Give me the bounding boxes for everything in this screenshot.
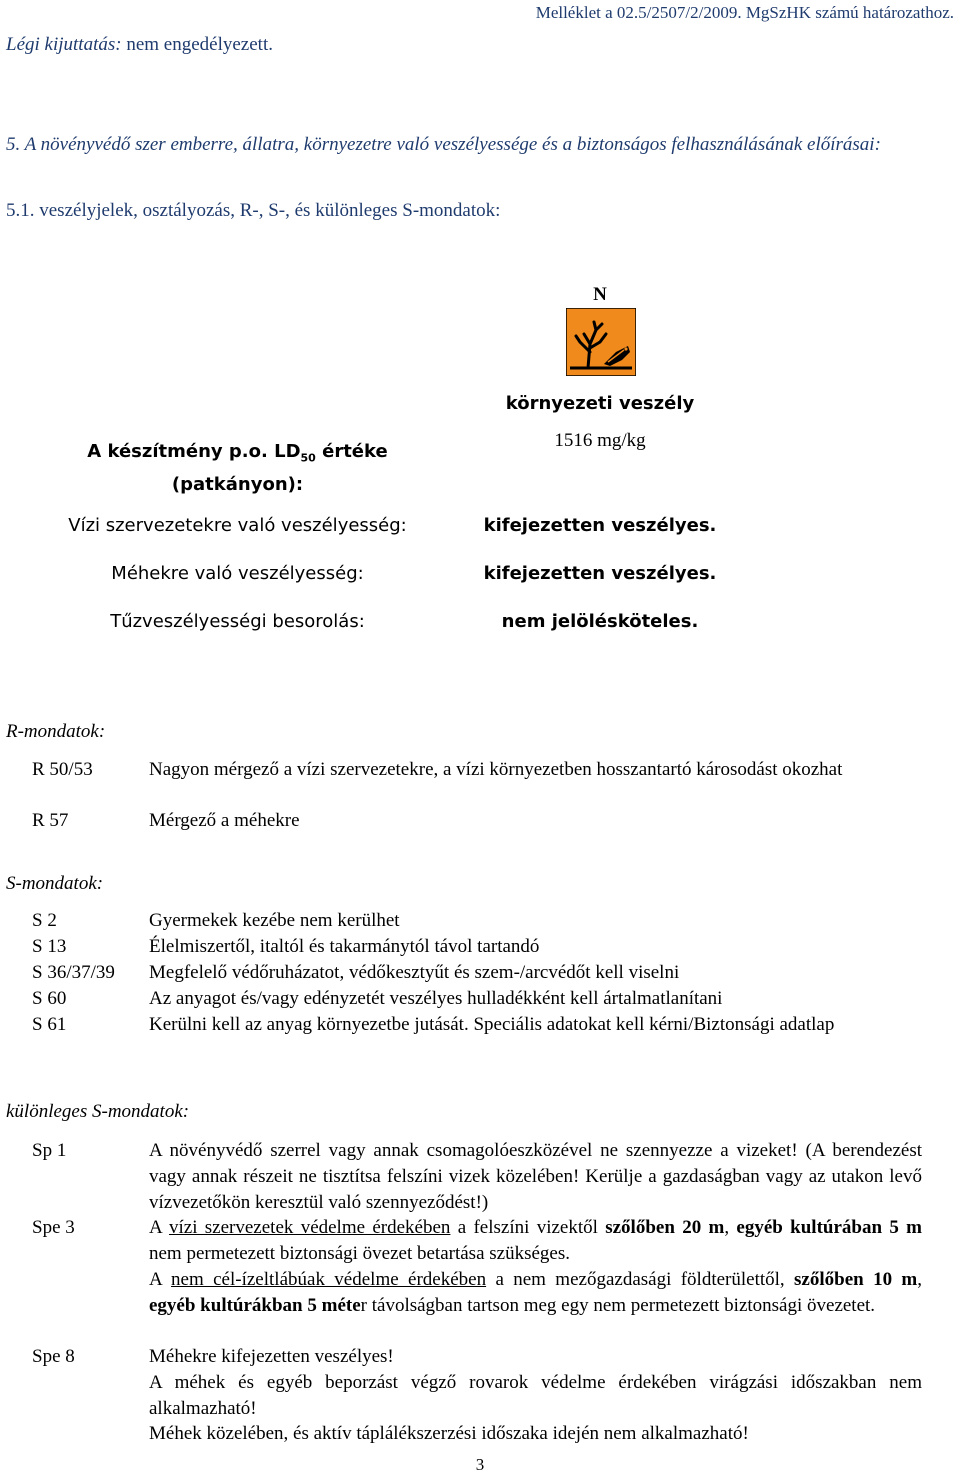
text-run: ,	[917, 1269, 923, 1290]
text-run: A	[149, 1269, 172, 1290]
spe3-paragraph-1	[149, 1215, 922, 1267]
ld50-value: 1516 mg/kg	[554, 430, 646, 451]
bold-run: egyéb kultúrákban 5 méte	[149, 1295, 361, 1316]
special-phrase-text: A növényvédő szerrel vagy annak csomagolóeszközével ne szennyezze a vizeket! (A berendezést vagy annak részeit ne tisztítsa felszíni vizek közelében! Kerülje a gazdaságban vagy az utakon levő vízvezetőkön keresztül való szennyeződést!)	[149, 1140, 922, 1213]
s-phrase-text: Élelmiszertől, italtól és takarmánytól távol tartandó	[149, 936, 540, 957]
text-run: nem permetezett biztonsági övezet betartása szükséges.	[149, 1243, 570, 1264]
s-phrase-code: S 36/37/39	[32, 962, 115, 983]
s-phrase-code: S 60	[32, 988, 67, 1009]
text-run: r távolságban tartson meg egy nem permetezett biztonsági övezetet.	[360, 1295, 876, 1316]
special-phrase-code: Spe 8	[32, 1346, 75, 1367]
text-run: A	[149, 1217, 169, 1238]
ld50-subscript: 50	[300, 451, 316, 465]
special-phrase-code: Sp 1	[32, 1140, 67, 1161]
air-application	[6, 32, 273, 58]
spe8-line-2: A méhek és egyéb beporzást végző rovarok védelme érdekében virágzási időszakban nem alkalmazható!	[149, 1372, 922, 1419]
r-phrase-code: R 50/53	[32, 759, 93, 780]
ld50-label-text: A készítmény p.o. LD	[87, 441, 301, 462]
bold-run: egyéb kultúrában 5 m	[736, 1217, 922, 1238]
aquatic-hazard-label: Vízi szervezetekre való veszélyesség:	[68, 515, 407, 536]
header-note: Melléklet a 02.5/2507/2/2009. MgSzHK számú határozathoz.	[535, 3, 954, 22]
environment-hazard-icon	[566, 308, 636, 376]
s-phrase-text: Kerülni kell az anyag környezetbe jutását. Speciális adatokat kell kérni/Biztonsági adatlap	[149, 1014, 835, 1035]
s-phrase-text: Megfelelő védőruházatot, védőkesztyűt és szem-/arcvédőt kell viselni	[149, 962, 680, 983]
underlined-run: nem cél-ízeltlábúak védelme érdekében	[171, 1269, 487, 1290]
spe8-line-1: Méhekre kifejezetten veszélyes!	[149, 1346, 394, 1367]
page-number: 3	[475, 1455, 485, 1474]
special-phrase-code: Spe 3	[32, 1217, 75, 1238]
fire-hazard-label: Tűzveszélyességi besorolás:	[110, 611, 365, 632]
text-run: a felszíni vizektől	[450, 1217, 606, 1238]
r-phrase-code: R 57	[32, 810, 69, 831]
spe3-paragraph-2	[149, 1267, 922, 1319]
underlined-run: vízi szervezetek védelme érdekében	[168, 1217, 451, 1238]
r-phrase-text: Nagyon mérgező a vízi szervezetekre, a vízi környezetben hosszantartó károsodást okozhat	[149, 759, 843, 780]
bee-hazard-value: kifejezetten veszélyes.	[483, 563, 717, 584]
ld50-label-line2: (patkányon):	[171, 473, 304, 495]
text-run: ,	[724, 1217, 737, 1238]
air-application-label: Légi kijuttatás:	[6, 34, 122, 55]
r-phrase-text: Mérgező a méhekre	[149, 810, 300, 831]
s-phrase-code: S 61	[32, 1014, 67, 1035]
s-phrase-code: S 13	[32, 936, 67, 957]
ld50-label	[30, 439, 445, 498]
ld50-label-end: értéke	[315, 441, 388, 462]
text-run: a nem mezőgazdasági földterülettől,	[486, 1269, 795, 1290]
s-phrase-code: S 2	[32, 910, 57, 931]
s-phrases-heading: S-mondatok:	[6, 873, 104, 894]
air-application-value: nem engedélyezett.	[126, 34, 273, 55]
bold-run: szőlőben 20 m	[605, 1217, 725, 1238]
fire-hazard-value: nem jelölésköteles.	[501, 611, 699, 632]
s-phrase-text: Gyermekek kezébe nem kerülhet	[149, 910, 400, 931]
r-phrases-heading: R-mondatok:	[6, 721, 106, 742]
special-s-phrases-heading: különleges S-mondatok:	[6, 1101, 190, 1122]
section-5-title: 5. A növényvédő szer emberre, állatra, környezetre való veszélyessége és a biztonságos felhasználásának előírásai:	[6, 134, 881, 155]
bold-run: szőlőben 10 m	[794, 1269, 918, 1290]
hazard-letter: N	[593, 284, 607, 305]
spe8-line-3: Méhek közelében, és aktív táplálékszerzési időszaka idején nem alkalmazható!	[149, 1423, 749, 1444]
s-phrase-text: Az anyagot és/vagy edényzetét veszélyes hulladékként kell ártalmatlanítani	[149, 988, 723, 1009]
hazard-label: környezeti veszély	[505, 393, 695, 414]
aquatic-hazard-value: kifejezetten veszélyes.	[483, 515, 717, 536]
section-5-1-title	[6, 198, 500, 224]
section-5-1-title-text: 5.1. veszélyjelek, osztályozás, R-, S-, és különleges S-mondatok:	[6, 200, 501, 221]
bee-hazard-label: Méhekre való veszélyesség:	[111, 563, 364, 584]
